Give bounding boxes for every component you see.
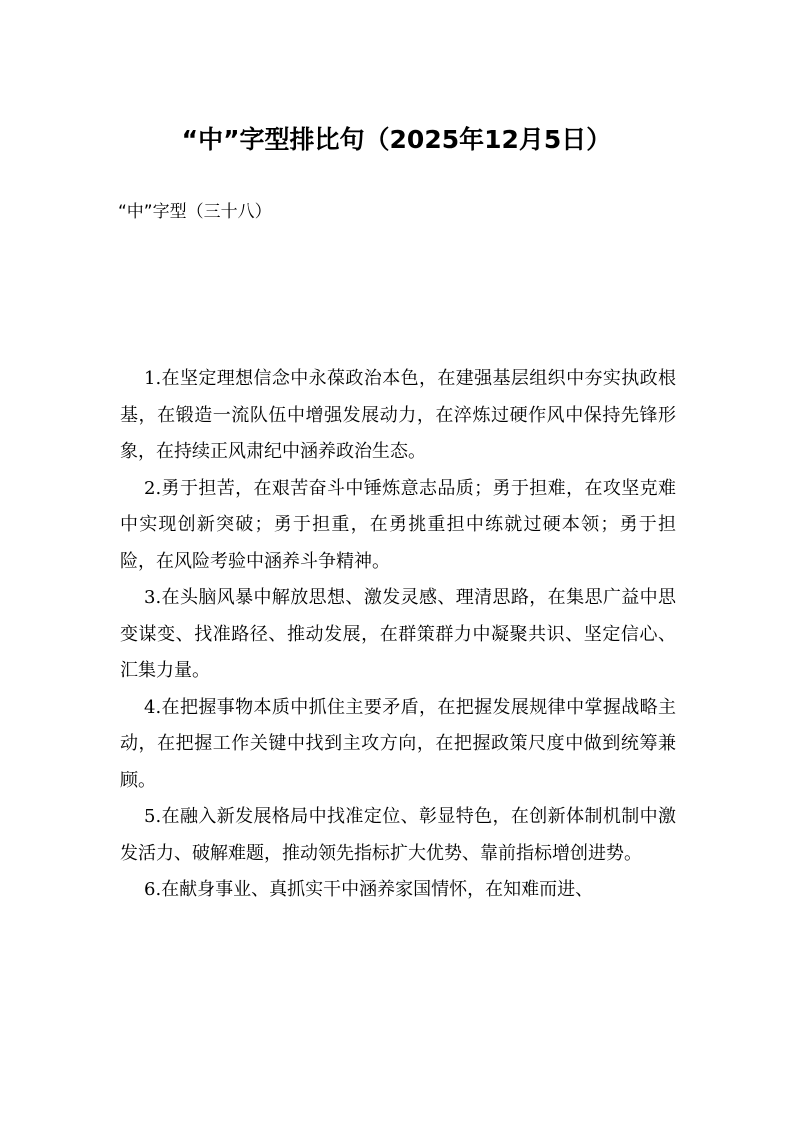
paragraph-3: 3.在头脑风暴中解放思想、激发灵感、理清思路，在集思广益中思变谋变、找准路径、推动发展，在群策群力中凝聚共识、坚定信心、汇集力量。 [120,587,676,681]
paragraph-2: 2.勇于担苦，在艰苦奋斗中锤炼意志品质；勇于担难，在攻坚克难中实现创新突破；勇于担重，在勇挑重担中练就过硬本领；勇于担险，在风险考验中涵养斗争精神。 [120,477,676,572]
paragraph-1: 1.在坚定理想信念中永葆政治本色，在建强基层组织中夯实执政根基，在锻造一流队伍中增强发展动力，在淬炼过硬作风中保持先锋形象，在持续正风肃纪中涵养政治生态。 [120,368,676,462]
document-title: “中”字型排比句（2025年12月5日） [181,125,612,154]
paragraph-5: 5.在融入新发展格局中找准定位、彰显特色，在创新体制机制中激发活力、破解难题，推动领先指标扩大优势、靠前指标增创进势。 [120,806,676,864]
paragraph-6: 6.在献身事业、真抓实干中涵养家国情怀，在知难而进、 [144,879,594,900]
section-subtitle: “中”字型（三十八） [118,202,272,222]
paragraph-4: 4.在把握事物本质中抓住主要矛盾，在把握发展规律中掌握战略主动，在把握工作关键中找到主攻方向，在把握政策尺度中做到统筹兼顾。 [120,696,676,791]
document-body [120,361,676,909]
